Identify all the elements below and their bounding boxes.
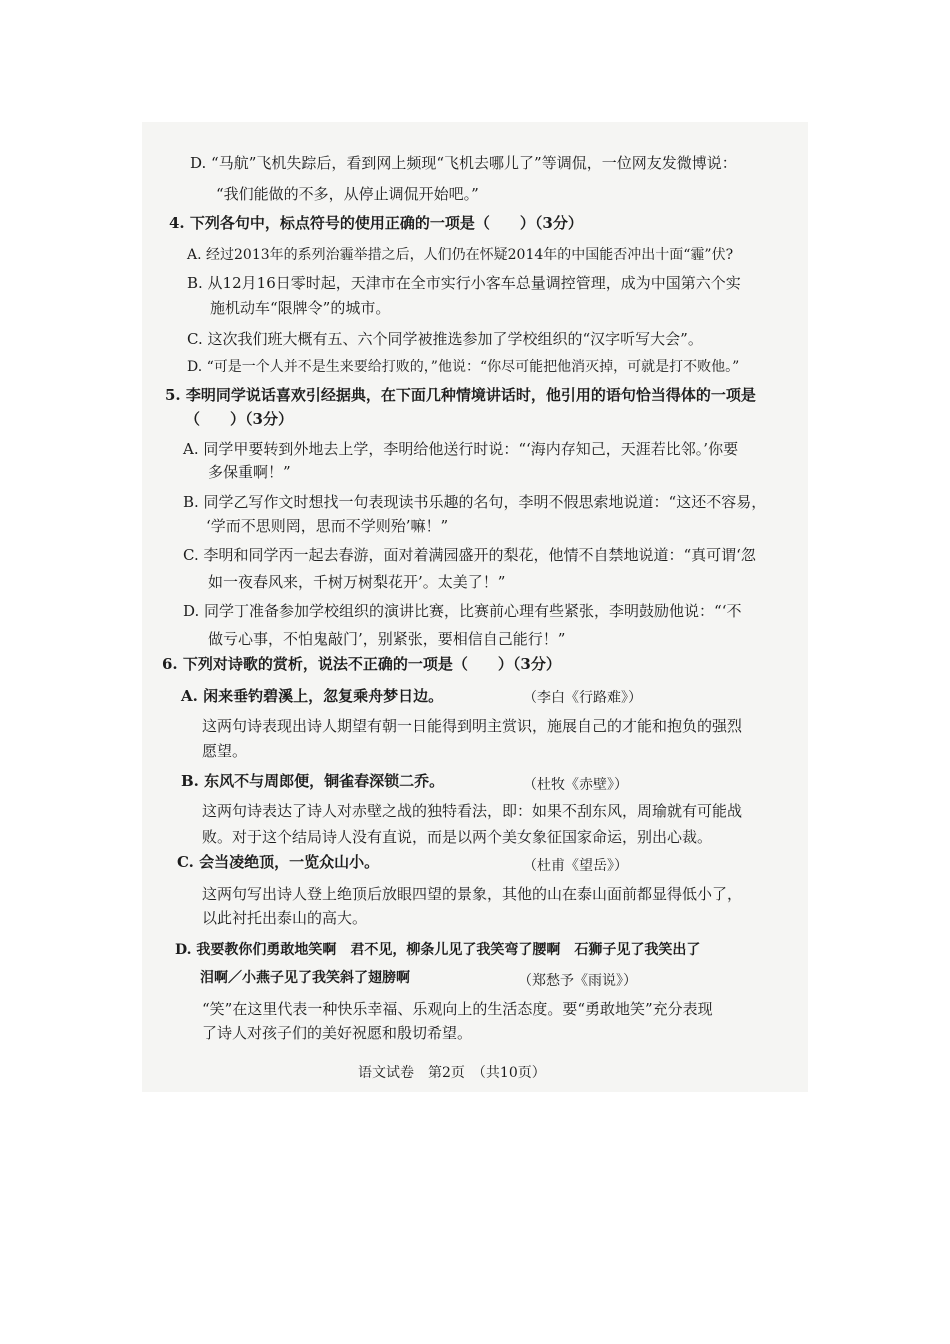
q5-option-b-line1: B. 同学乙写作文时想找一句表现读书乐趣的名句，李明不假思索地说道：“这还不容易， (183, 493, 767, 511)
q5-option-d-line2: 做亏心事，不怕鬼敲门’，别紧张，要相信自己能行！” (208, 630, 566, 648)
q4-option-a: A. 经过2013年的系列治霾举措之后，人们仍在怀疑2014年的中国能否冲出十面“霾”伏? (187, 247, 734, 263)
q6-option-d-poem-line1: D. 我要教你们勇敢地笑啊 君不见，柳条儿见了我笑弯了腰啊 石狮子见了我笑出了 (175, 942, 701, 958)
q5-option-a-line1: A. 同学甲要转到外地去上学，李明给他送行时说：“‘海内存知己，天涯若比邻。’你要 (183, 440, 739, 458)
q3-option-d-line2: “我们能做的不多，从停止调侃开始吧。” (216, 185, 479, 203)
q5-option-d-line1: D. 同学丁准备参加学校组织的演讲比赛，比赛前心理有些紧张，李明鼓励他说：“‘不 (183, 602, 742, 620)
q6-option-b-source: （杜牧《赤壁》） (523, 777, 628, 793)
q6-option-d-source: （郑愁予《雨说》） (518, 973, 637, 989)
q4-option-b-line2: 施机动车“限牌令”的城市。 (210, 299, 391, 317)
q6-option-a-poem: A. 闲来垂钓碧溪上，忽复乘舟梦日边。 (181, 687, 444, 705)
q6-option-a-line2: 愿望。 (202, 742, 248, 760)
q6-option-d-poem-line2: 泪啊／小燕子见了我笑斜了翅膀啊 (200, 970, 410, 986)
q5-stem-line2: （ ）（3分） (185, 410, 293, 428)
q6-option-c-poem: C. 会当凌绝顶，一览众山小。 (177, 853, 380, 871)
q6-option-b-line1: 这两句诗表达了诗人对赤壁之战的独特看法，即：如果不刮东风，周瑜就有可能战 (202, 802, 743, 820)
q4-stem: 4. 下列各句中，标点符号的使用正确的一项是（ ）（3分） (169, 214, 583, 232)
q3-option-d-line1: D. “马航”飞机失踪后，看到网上频现“飞机去哪儿了”等调侃，一位网友发微博说： (190, 154, 737, 172)
q6-option-d-line2: 了诗人对孩子们的美好祝愿和殷切希望。 (202, 1024, 473, 1042)
q5-option-a-line2: 多保重啊！” (208, 463, 291, 481)
q4-option-d: D. “可是一个人并不是生来要给打败的，”他说：“你尽可能把他消灭掉，可就是打不败他。” (187, 359, 740, 375)
q5-stem-line1: 5. 李明同学说话喜欢引经据典，在下面几种情境讲话时，他引用的语句恰当得体的一项是 (165, 386, 756, 404)
q4-option-c: C. 这次我们班大概有五、六个同学被推选参加了学校组织的“汉字听写大会”。 (187, 330, 703, 348)
q6-stem: 6. 下列对诗歌的赏析，说法不正确的一项是（ ）（3分） (162, 655, 561, 673)
q6-option-a-line1: 这两句诗表现出诗人期望有朝一日能得到明主赏识，施展自己的才能和抱负的强烈 (202, 717, 743, 735)
q6-option-a-source: （李白《行路难》） (523, 690, 642, 706)
page-footer: 语文试卷 第2页 （共10页） (358, 1065, 546, 1081)
q6-option-b-line2: 败。对于这个结局诗人没有直说，而是以两个美女象征国家命运，别出心裁。 (202, 828, 713, 846)
q5-option-c-line1: C. 李明和同学丙一起去春游，面对着满园盛开的梨花，他情不自禁地说道：“真可谓‘忽 (183, 546, 756, 564)
q5-option-c-line2: 如一夜春风来，千树万树梨花开’。太美了！” (208, 573, 506, 591)
q6-option-c-line1: 这两句写出诗人登上绝顶后放眼四望的景象，其他的山在泰山面前都显得低小了， (202, 885, 743, 903)
q4-option-b-line1: B. 从12月16日零时起，天津市在全市实行小客车总量调控管理，成为中国第六个实 (187, 274, 741, 292)
q5-option-b-line2: ‘学而不思则罔，思而不学则殆’嘛！” (206, 517, 449, 535)
q6-option-c-line2: 以此衬托出泰山的高大。 (202, 909, 368, 927)
q6-option-c-source: （杜甫《望岳》） (523, 858, 628, 874)
q6-option-b-poem: B. 东风不与周郎便，铜雀春深锁二乔。 (181, 772, 445, 790)
q6-option-d-line1: “笑”在这里代表一种快乐幸福、乐观向上的生活态度。要“勇敢地笑”充分表现 (202, 1000, 713, 1018)
